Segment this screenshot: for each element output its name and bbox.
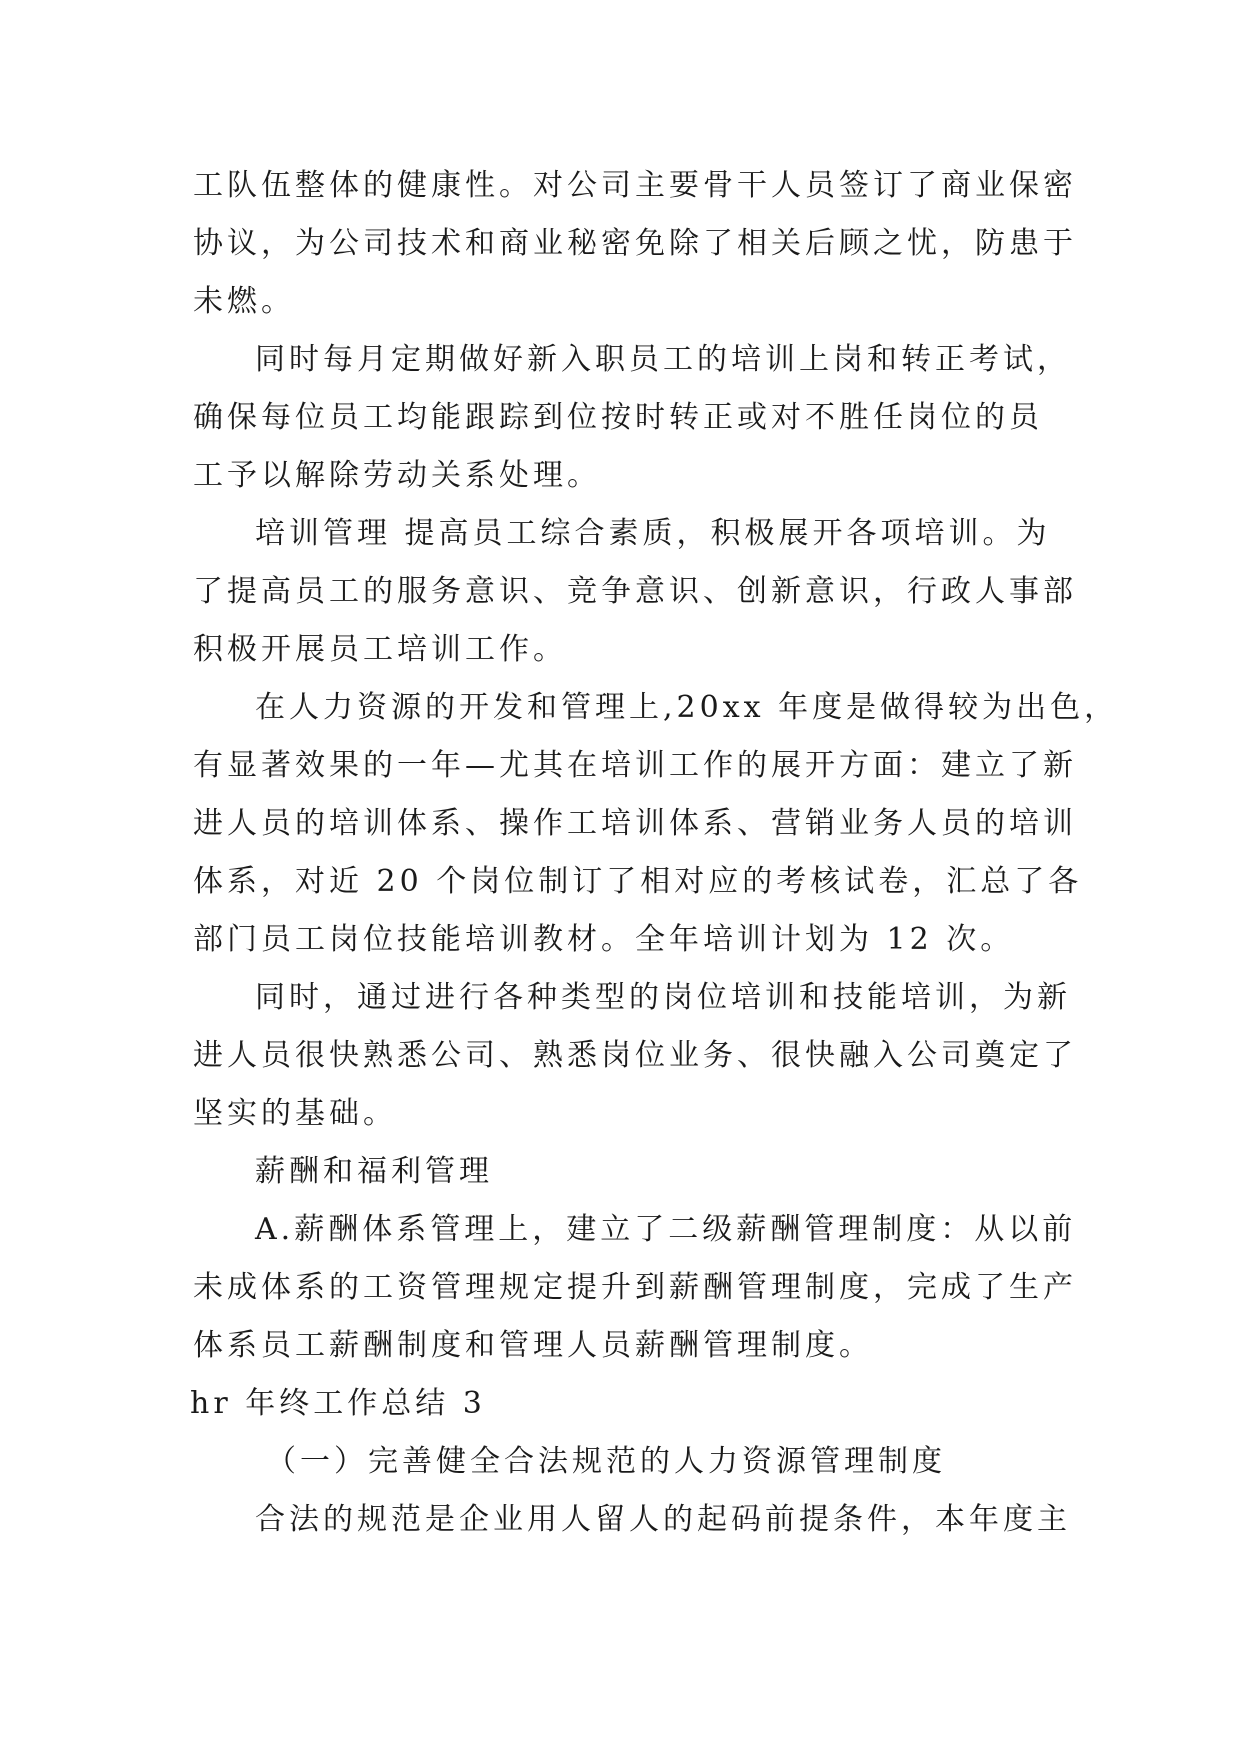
document-heading: hr 年终工作总结 3	[190, 1386, 486, 1421]
paragraph-line: 工队伍整体的健康性。对公司主要骨干人员签订了商业保密	[193, 168, 1077, 203]
paragraph-line: A.薪酬体系管理上，建立了二级薪酬管理制度：从以前	[255, 1212, 1077, 1247]
paragraph-line: 未成体系的工资管理规定提升到薪酬管理制度，完成了生产	[193, 1270, 1077, 1305]
paragraph-line: 培训管理 提高员工综合素质，积极展开各项培训。为	[255, 516, 1051, 551]
section-heading: 薪酬和福利管理	[255, 1154, 493, 1189]
paragraph-line: 进人员的培训体系、操作工培训体系、营销业务人员的培训	[193, 806, 1077, 841]
paragraph-line: 确保每位员工均能跟踪到位按时转正或对不胜任岗位的员	[193, 400, 1043, 435]
paragraph-line: 同时每月定期做好新入职员工的培训上岗和转正考试，	[255, 342, 1071, 377]
paragraph-line: 合法的规范是企业用人留人的起码前提条件，本年度主	[255, 1502, 1071, 1537]
paragraph-line: 未燃。	[193, 284, 295, 319]
paragraph-line: 坚实的基础。	[193, 1096, 397, 1131]
paragraph-line: 体系，对近 20 个岗位制订了相对应的考核试卷，汇总了各	[193, 864, 1083, 899]
section-heading: （一）完善健全合法规范的人力资源管理制度	[266, 1444, 946, 1479]
paragraph-line: 在人力资源的开发和管理上,20xx 年度是做得较为出色，	[255, 690, 1119, 725]
paragraph-line: 工予以解除劳动关系处理。	[193, 458, 601, 493]
paragraph-line: 有显著效果的一年—尤其在培训工作的展开方面：建立了新	[193, 748, 1077, 783]
paragraph-line: 部门员工岗位技能培训教材。全年培训计划为 12 次。	[193, 922, 1015, 957]
paragraph-line: 同时，通过进行各种类型的岗位培训和技能培训，为新	[255, 980, 1071, 1015]
paragraph-line: 积极开展员工培训工作。	[193, 632, 567, 667]
paragraph-line: 体系员工薪酬制度和管理人员薪酬管理制度。	[193, 1328, 873, 1363]
paragraph-line: 协议，为公司技术和商业秘密免除了相关后顾之忧，防患于	[193, 226, 1077, 261]
paragraph-line: 了提高员工的服务意识、竞争意识、创新意识，行政人事部	[193, 574, 1077, 609]
paragraph-line: 进人员很快熟悉公司、熟悉岗位业务、很快融入公司奠定了	[193, 1038, 1077, 1073]
